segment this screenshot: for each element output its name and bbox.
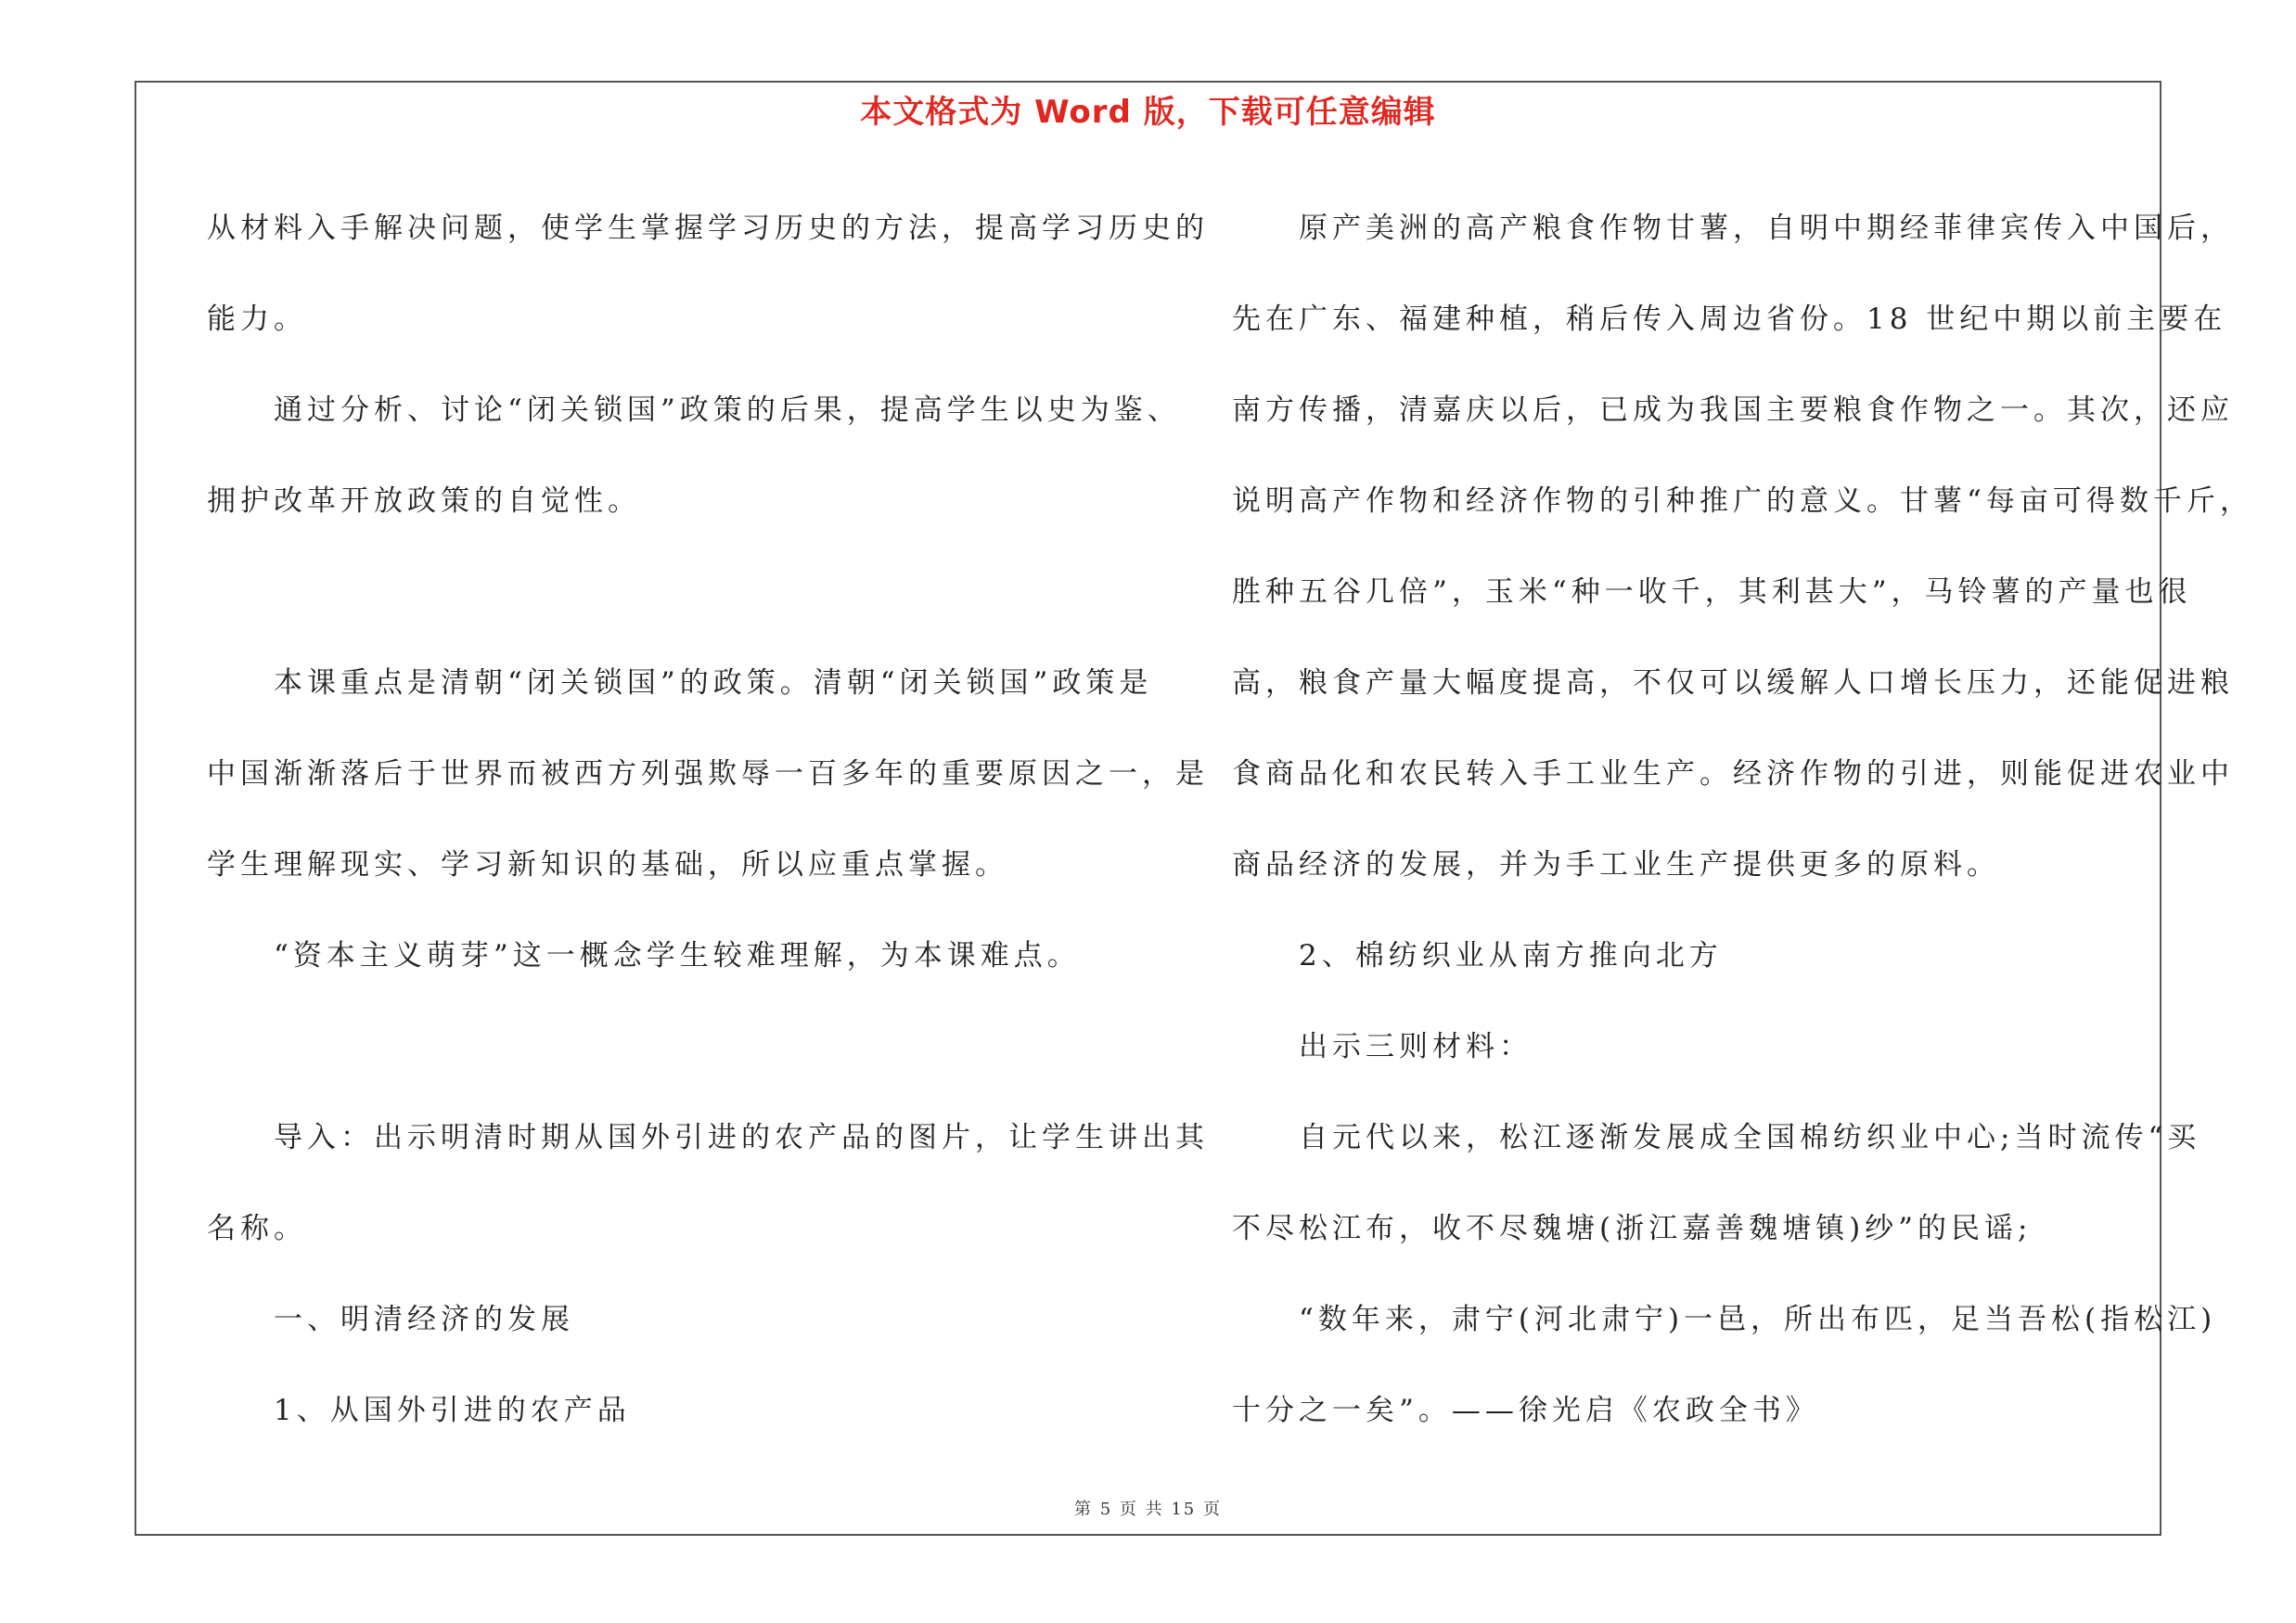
subsection-heading: 2、棉纺织业从南方推向北方 bbox=[1232, 939, 1723, 973]
text-line: 导入：出示明清时期从国外引进的农产品的图片，让学生讲出其 bbox=[207, 1121, 1209, 1154]
text-line: 自元代以来，松江逐渐发展成全国棉纺织业中心;当时流传“买 bbox=[1232, 1121, 2201, 1154]
text-line: 能力。 bbox=[207, 303, 307, 336]
text-line: 胜种五谷几倍”，玉米“种一收千，其利甚大”，马铃薯的产量也很 bbox=[1232, 575, 2192, 609]
text-line: 学生理解现实、学习新知识的基础，所以应重点掌握。 bbox=[207, 848, 1008, 882]
text-line: 南方传播，清嘉庆以后，已成为我国主要粮食作物之一。其次，还应 bbox=[1232, 393, 2234, 427]
text-line: 先在广东、福建种植，稍后传入周边省份。18 世纪中期以前主要在 bbox=[1232, 303, 2227, 336]
right-column bbox=[1232, 183, 2253, 1456]
text-line: 拥护改革开放政策的自觉性。 bbox=[207, 484, 641, 518]
blank-line bbox=[207, 1001, 1125, 1092]
text-line: 食商品化和农民转入手工业生产。经济作物的引进，则能促进农业中 bbox=[1232, 757, 2234, 791]
blank-line bbox=[207, 547, 1125, 638]
text-line: 名称。 bbox=[207, 1212, 307, 1245]
text-line: 通过分析、讨论“闭关锁国”政策的后果，提高学生以史为鉴、 bbox=[207, 393, 1181, 427]
left-column bbox=[207, 183, 1209, 1456]
text-line: “数年来，肃宁(河北肃宁)一邑，所出布匹，足当吾松(指松江) bbox=[1232, 1303, 2217, 1336]
page-number: 第 5 页 共 15 页 bbox=[1074, 1500, 1222, 1519]
text-line: “资本主义萌芽”这一概念学生较难理解，为本课难点。 bbox=[207, 939, 1081, 973]
text-line: 出示三则材料： bbox=[1232, 1030, 1533, 1063]
text-line: 高，粮食产量大幅度提高，不仅可以缓解人口增长压力，还能促进粮 bbox=[1232, 666, 2234, 700]
text-line: 本课重点是清朝“闭关锁国”的政策。清朝“闭关锁国”政策是 bbox=[207, 666, 1153, 700]
section-heading: 一、明清经济的发展 bbox=[207, 1303, 574, 1336]
subsection-heading: 1、从国外引进的农产品 bbox=[207, 1394, 631, 1427]
format-banner: 本文格式为 Word 版，下载可任意编辑 bbox=[860, 94, 1436, 131]
text-line: 商品经济的发展，并为手工业生产提供更多的原料。 bbox=[1232, 848, 2000, 882]
text-line: 十分之一矣”。——徐光启《农政全书》 bbox=[1232, 1394, 1819, 1427]
text-line: 从材料入手解决问题，使学生掌握学习历史的方法，提高学习历史的 bbox=[207, 212, 1209, 245]
text-line: 中国渐渐落后于世界而被西方列强欺辱一百多年的重要原因之一，是 bbox=[207, 757, 1209, 791]
text-line: 不尽松江布，收不尽魏塘(浙江嘉善魏塘镇)纱”的民谣; bbox=[1232, 1212, 2033, 1245]
text-line: 说明高产作物和经济作物的引种推广的意义。甘薯“每亩可得数千斤， bbox=[1232, 484, 2253, 518]
text-line: 原产美洲的高产粮食作物甘薯，自明中期经菲律宾传入中国后， bbox=[1232, 212, 2234, 245]
